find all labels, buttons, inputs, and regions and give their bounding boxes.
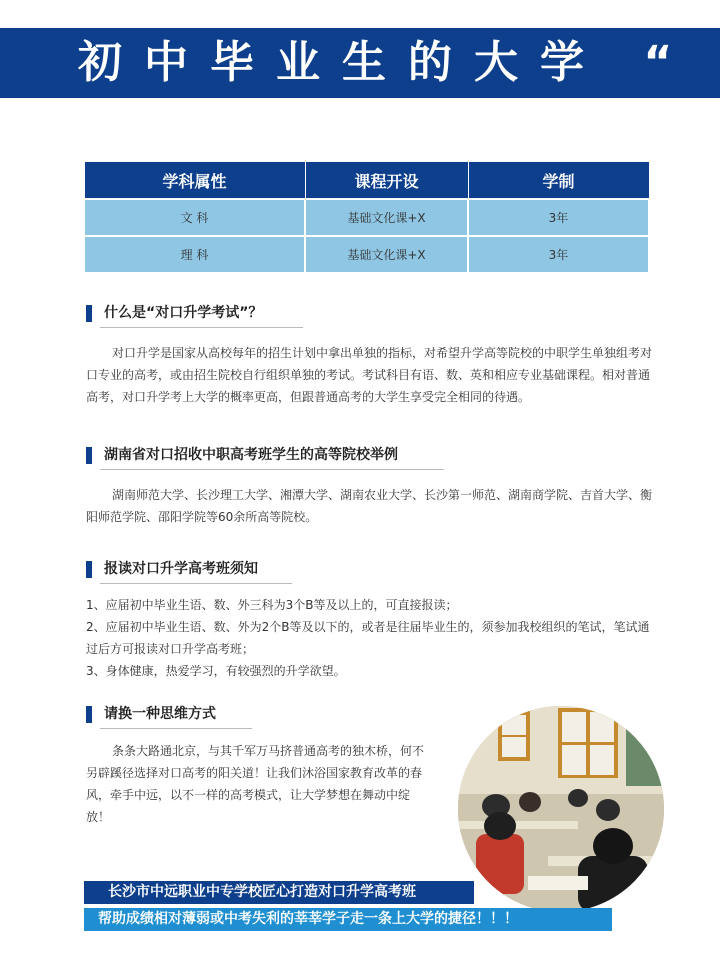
section-marker [86,305,92,322]
table-cell: 基础文化课+X [305,199,468,236]
section-divider [100,327,303,328]
classroom-photo [458,706,664,912]
footer-strip-secondary [84,908,612,931]
course-table [83,161,650,274]
section-title: 什么是“对口升学考试”？ [104,305,263,321]
section-body-schools [86,484,652,528]
section-body-think [86,740,426,828]
table-cell: 基础文化课+X [305,236,468,273]
paragraph: 对口升学是国家从高校每年的招生计划中拿出单独的指标，对希望升学高等院校的中职学生单独组考对口专业的高考，或由招生院校自行组织单独的考试。考试科目有语、数、英和相应专业基础课程。相对普通高考，对口升学考上大学的概率更高，但跟普通高考的大学生享受完全相同的待遇。 [86,346,653,404]
section-body-notice [86,594,652,682]
list-item: 3、身体健康，热爱学习，有较强烈的升学欲望。 [86,664,346,678]
section-marker [86,561,92,578]
section-title: 湖南省对口招收中职高考班学生的高等院校举例 [104,447,398,463]
section-divider [100,469,444,470]
table-cell: 理 科 [84,236,305,273]
table-cell: 3年 [468,199,649,236]
footer-strip-primary [84,881,474,904]
footer-line-2: 帮助成绩相对薄弱或中考失利的莘莘学子走一条上大学的捷径！！！ [98,911,518,927]
footer-line-1: 长沙市中远职业中专学校匠心打造对口升学高考班 [108,884,416,900]
list-item: 1、应届初中毕业生语、数、外三科为3个B等及以上的，可直接报读； [86,598,458,612]
table-header-cell: 学科属性 [84,162,305,200]
section-divider [100,728,252,729]
table-header-cell: 课程开设 [305,162,468,200]
table-cell: 3年 [468,236,649,273]
list-item: 2、应届初中毕业生语、数、外为2个B等及以下的，或者是往届毕业生的，须参加我校组织的笔试，笔试通过后方可报读对口升学高考班； [86,620,650,656]
paragraph: 条条大路通北京，与其千军万马挤普通高考的独木桥，何不另辟蹊径选择对口高考的阳关道！让我们沐浴国家教育改革的春风，牵手中远，以不一样的高考模式，让大学梦想在舞动中绽放！ [86,744,425,824]
section-marker [86,447,92,464]
section-marker [86,706,92,723]
table-cell: 文 科 [84,199,305,236]
table-row [84,199,649,236]
section-title: 报读对口升学高考班须知 [104,561,258,577]
paragraph: 湖南师范大学、长沙理工大学、湘潭大学、湖南农业大学、长沙第一师范、湖南商学院、吉首大学、衡阳师范学院、邵阳学院等60余所高等院校。 [86,488,653,524]
classroom-illustration [458,706,664,912]
page-title: 初中毕业生的大学 “ [78,37,695,88]
section-body-what [86,342,652,408]
section-title: 请换一种思维方式 [104,706,216,722]
section-divider [100,583,292,584]
table-header-cell: 学制 [468,162,649,200]
table-row [84,236,649,273]
table-header-row [84,162,649,200]
